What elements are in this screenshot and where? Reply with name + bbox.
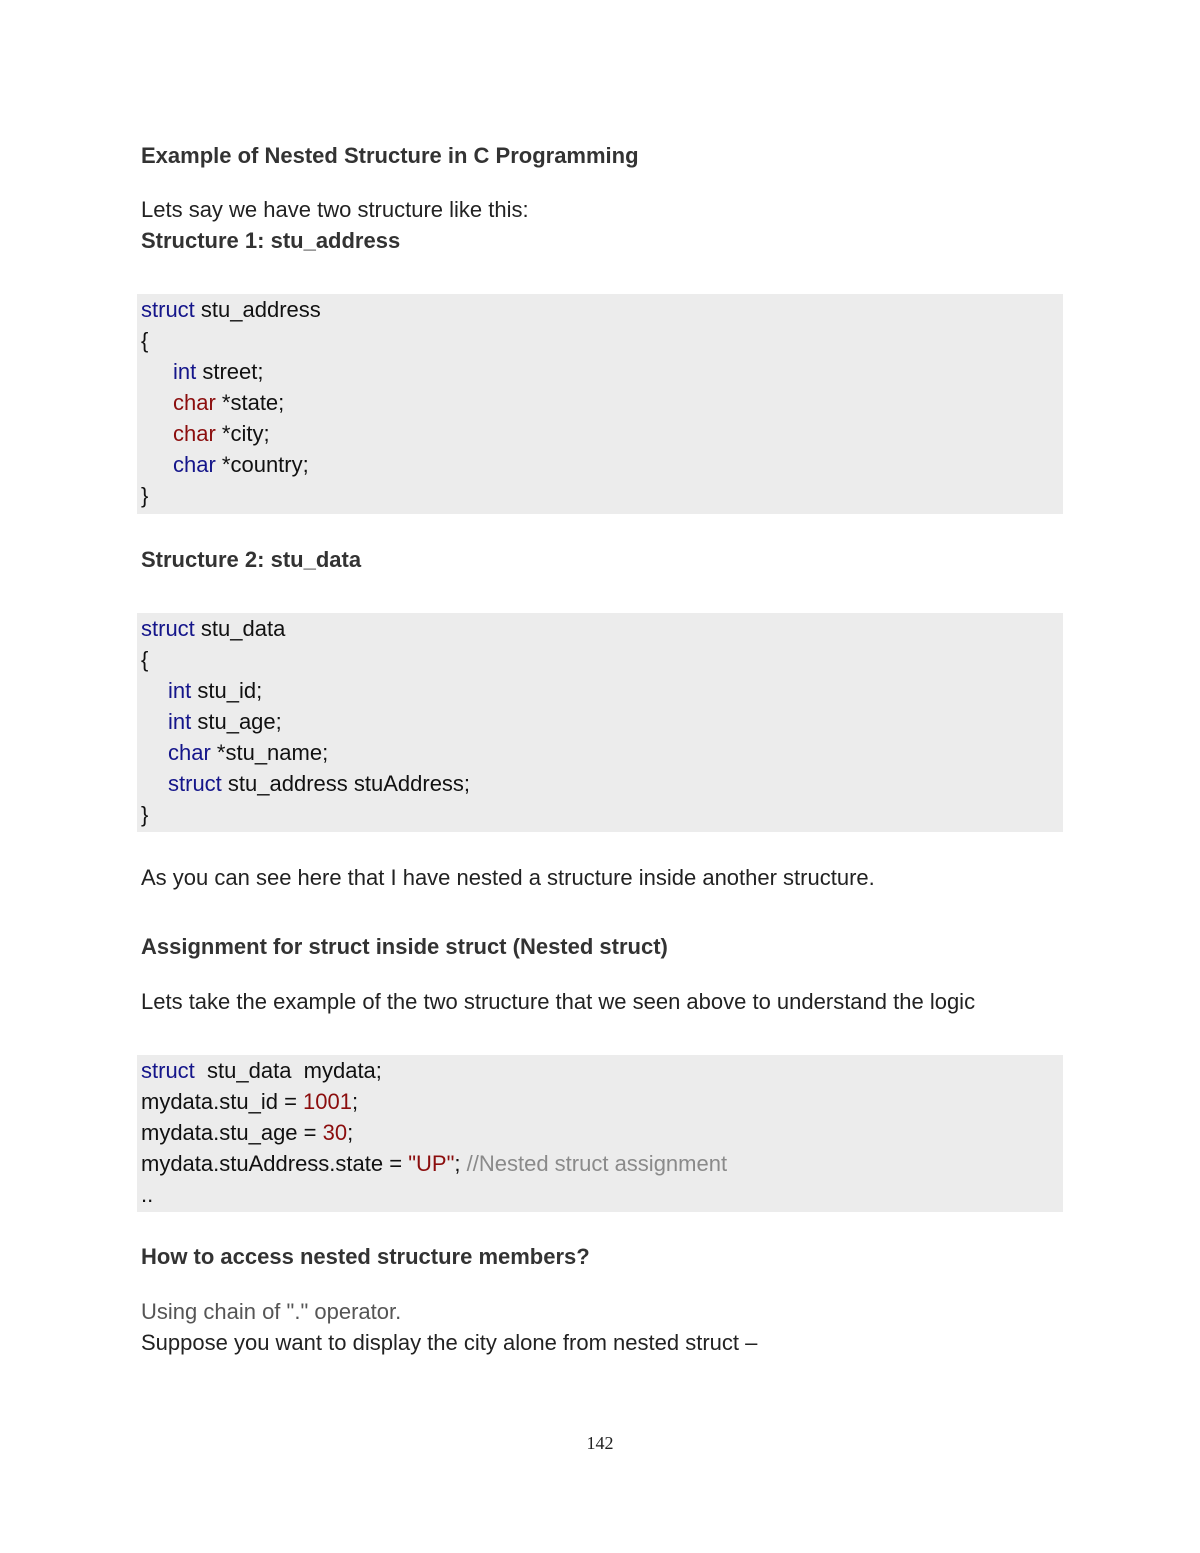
code-line: struct stu_address stuAddress; — [168, 771, 471, 796]
access-line-1: Using chain of "." operator. — [141, 1299, 402, 1324]
page-heading: Example of Nested Structure in C Programming — [141, 143, 639, 168]
code-block-assignment — [137, 1055, 1063, 1212]
code-line: char *stu_name; — [168, 740, 329, 765]
assignment-intro: Lets take the example of the two structure that we seen above to understand the logic — [141, 989, 976, 1014]
structure2-label: Structure 2: stu_data — [141, 547, 362, 572]
code-line: struct stu_address — [141, 297, 321, 322]
code-line: int street; — [173, 359, 264, 384]
intro-text: Lets say we have two structure like this: — [141, 197, 529, 222]
code-block-stu-address — [137, 294, 1063, 514]
access-line-2: Suppose you want to display the city alone from nested struct – — [141, 1330, 758, 1355]
access-heading: How to access nested structure members? — [141, 1244, 590, 1269]
code-line: } — [141, 802, 149, 827]
structure1-label: Structure 1: stu_address — [141, 228, 401, 253]
code-line: int stu_age; — [168, 709, 282, 734]
code-line: struct stu_data — [141, 616, 286, 641]
code-line: struct stu_data mydata; — [141, 1058, 382, 1083]
code-line: char *country; — [173, 452, 309, 477]
code-line: char *state; — [173, 390, 285, 415]
code-line: { — [141, 647, 149, 672]
code-line: char *city; — [173, 421, 270, 446]
code-block-stu-data — [137, 613, 1063, 832]
code-line: mydata.stuAddress.state = "UP"; //Nested struct assignment — [141, 1151, 728, 1176]
code-line: mydata.stu_age = 30; — [141, 1120, 354, 1145]
code-line: .. — [141, 1182, 154, 1207]
assignment-heading: Assignment for struct inside struct (Nested struct) — [141, 934, 668, 959]
nested-note: As you can see here that I have nested a structure inside another structure. — [141, 865, 875, 890]
code-line: { — [141, 328, 149, 353]
code-line: int stu_id; — [168, 678, 263, 703]
code-line: mydata.stu_id = 1001; — [141, 1089, 359, 1114]
code-line: } — [141, 483, 149, 508]
page-number: 142 — [586, 1433, 614, 1453]
